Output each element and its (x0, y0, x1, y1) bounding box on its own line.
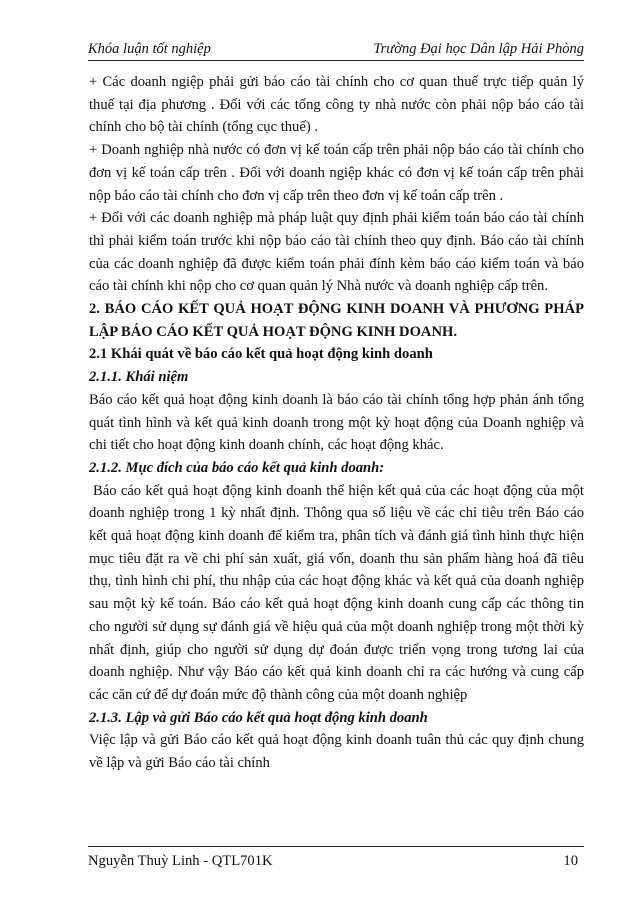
subsection-heading-2-1: 2.1 Khái quát về báo cáo kết quả hoạt động kinh doanh (89, 346, 433, 363)
subsection-heading-2-1-3: 2.1.3. Lập và gửi Báo cáo kết quả hoạt động kinh doanh (89, 709, 428, 726)
header-university-name: Trường Đại học Dân lập Hải Phòng (373, 41, 584, 57)
paragraph-preparation: Việc lập và gửi Báo cáo kết quả hoạt động kinh doanh tuân thủ các quy định chung về lập và gửi Báo cáo tài chính (89, 732, 584, 772)
subsection-heading-2-1-2: 2.1.2. Mục đích của báo cáo kết quả kinh doanh: (89, 459, 385, 476)
paragraph-audit-requirement: + Đối với các doanh nghiệp mà pháp luật quy định phải kiểm toán báo cáo tài chính thì phải kiểm toán trước khi nộp báo cáo tài chính theo quy định. Báo cáo tài chính của các doanh nghiệp đã được kiểm toán phải đính kèm báo cáo kiểm toán và báo cáo tài chính khi nộp cho cơ quan quản lý Nhà nước và doanh nghiệp cấp trên. (89, 210, 584, 295)
page-number: 10 (563, 853, 578, 869)
section-heading-2: 2. BÁO CÁO KẾT QUẢ HOẠT ĐỘNG KINH DOANH VÀ PHƯƠNG PHÁP LẬP BÁO CÁO KẾT QUẢ HOẠT ĐỘNG KINH DOANH. (89, 301, 584, 340)
paragraph-state-enterprise: + Doanh nghiệp nhà nước có đơn vị kế toán cấp trên phải nộp báo cáo tài chính cho đơn vị kế toán cấp trên . Đối với doanh ngiệp khác có đơn vị kế toán cấp trên phải nộp báo cáo tài chính cho đơn vị cấp trên theo đơn vị kế toán cấp trên . (89, 142, 584, 204)
header-thesis-label: Khóa luận tốt nghiệp (88, 41, 211, 57)
page-footer (88, 846, 584, 869)
footer-author: Nguyễn Thuỳ Linh - QTL701K (88, 853, 273, 869)
paragraph-definition: Báo cáo kết quả hoạt động kinh doanh là báo cáo tài chính tổng hợp phản ánh tổng quát tình hình và kết quả kinh doanh trong một kỳ hoạt động của Doanh nghiệp và chi tiết cho hoạt động kinh doanh chính, các hoạt động khác. (89, 391, 584, 454)
paragraph-tax-submission: + Các doanh ngiệp phải gửi báo cáo tài chính cho cơ quan thuế trực tiếp quản lý thuế tại địa phương . Đối với các tổng công ty nhà nước còn phải nộp báo cáo tài chính cho bộ tài chính (tổng cục thuế) . (89, 74, 584, 136)
page-body (89, 71, 584, 775)
page-header (88, 40, 584, 61)
subsection-heading-2-1-1: 2.1.1. Khái niệm (89, 369, 189, 386)
paragraph-purpose: Báo cáo kết quả hoạt động kinh doanh thể hiện kết quả của các hoạt động của một doanh nghiệp trong 1 kỳ nhất định. Thông qua số liệu về các chỉ tiêu trên Báo cáo kết quả hoạt động kinh doanh để kiểm tra, phân tích và đánh giá tình hình thực hiện mục tiêu đặt ra về chi phí sản xuất, giá vốn, doanh thu sản phẩm hàng hoá đã tiêu thụ, tình hình chi phí, thu nhập của các hoạt động khác và kết quả của doanh nghiệp sau một kỳ kế toán. Báo cáo kết quả hoạt động kinh doanh cung cấp các thông tin cho người sử dụng sự đánh giá về hiệu quả của một doanh nghiệp trong một thời kỳ nhất định, giúp cho người sử dụng dự đoán được triển vọng trong tương lai của doanh nghiệp. Như vậy Báo cáo kết quả kinh doanh chỉ ra các hướng và cung cấp các căn cứ để dự đoán mức độ thành công của một doanh nghiệp (89, 482, 584, 703)
